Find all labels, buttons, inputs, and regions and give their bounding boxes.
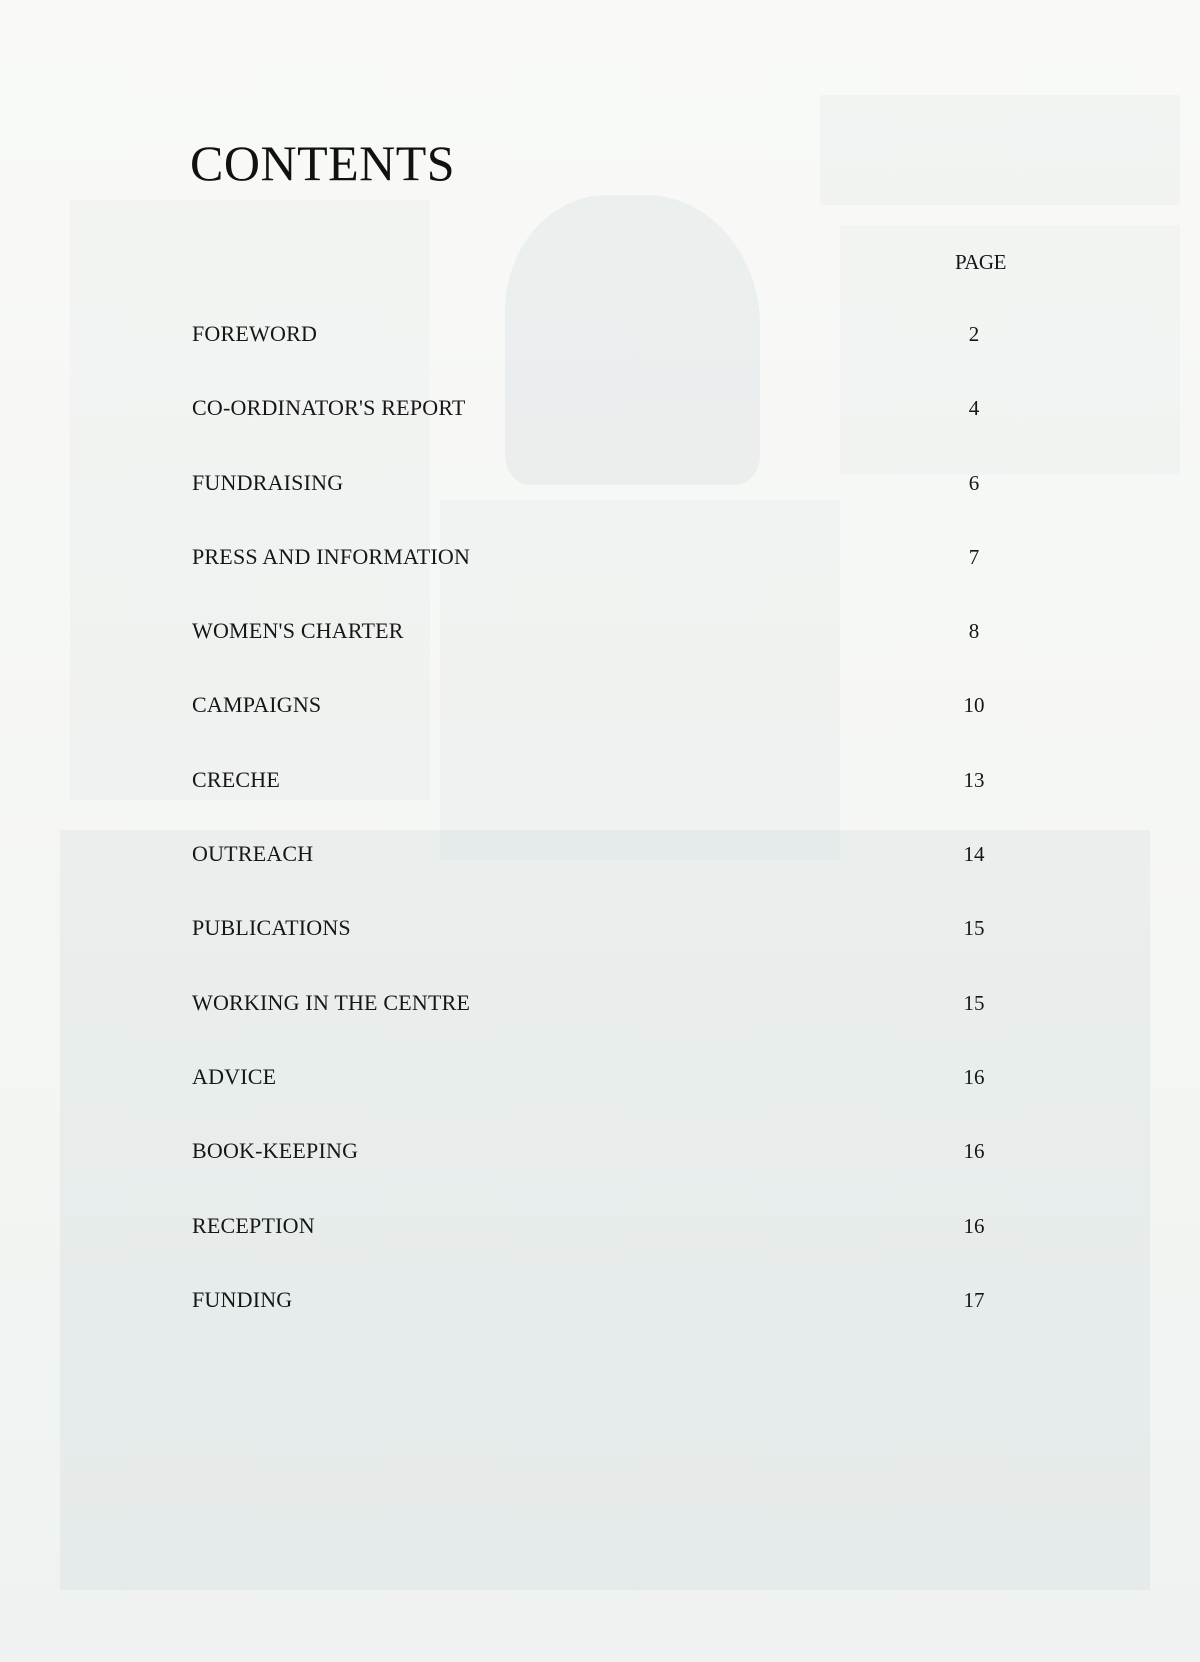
toc-entry-title: PUBLICATIONS — [192, 915, 351, 941]
toc-entry — [190, 543, 1010, 617]
toc-entry-title: WORKING IN THE CENTRE — [192, 989, 471, 1015]
toc-entry — [190, 840, 1010, 914]
toc-entry-page-number: 10 — [963, 693, 985, 718]
toc-entry — [190, 1063, 1010, 1137]
toc-entry — [190, 766, 1010, 840]
toc-entry-title: FUNDRAISING — [192, 469, 344, 495]
toc-entry-title: CAMPAIGNS — [192, 692, 322, 718]
toc-entry-page-number: 2 — [968, 322, 980, 346]
page-title: CONTENTS — [190, 135, 456, 191]
toc-entry-page-number: 4 — [968, 396, 980, 421]
toc-entry-page-number: 15 — [963, 916, 985, 941]
toc-entry — [190, 320, 1010, 394]
toc-entry — [190, 1137, 1010, 1211]
toc-entry-title: BOOK-KEEPING — [192, 1138, 359, 1164]
toc-entry-page-number: 7 — [968, 544, 980, 569]
toc-entry — [190, 617, 1010, 691]
toc-entry-title: CRECHE — [192, 766, 280, 792]
toc-entry-page-number: 17 — [963, 1287, 985, 1312]
toc-entry-title: FOREWORD — [192, 321, 318, 346]
toc-entry-page-number: 16 — [963, 1064, 985, 1089]
toc-entry-page-number: 8 — [968, 619, 980, 644]
toc-entry — [190, 394, 1010, 468]
toc-entry-title: ADVICE — [192, 1063, 277, 1089]
toc-entry-page-number: 14 — [963, 842, 985, 867]
table-of-contents — [190, 320, 1010, 1360]
toc-entry-page-number: 15 — [963, 990, 985, 1015]
toc-entry-title: WOMEN'S CHARTER — [192, 618, 404, 644]
toc-entry — [190, 469, 1010, 543]
toc-entry — [190, 989, 1010, 1063]
toc-entry-title: OUTREACH — [192, 841, 314, 867]
toc-entry — [190, 691, 1010, 765]
toc-entry-title: RECEPTION — [192, 1212, 315, 1238]
toc-entry-title: FUNDING — [192, 1286, 293, 1312]
toc-entry — [190, 914, 1010, 988]
toc-entry — [190, 1212, 1010, 1286]
toc-entry-title: CO-ORDINATOR'S REPORT — [192, 395, 466, 421]
toc-entry-page-number: 13 — [963, 767, 985, 792]
toc-entry — [190, 1286, 1010, 1360]
toc-entry-title: PRESS AND INFORMATION — [192, 543, 471, 569]
toc-entry-page-number: 16 — [963, 1213, 985, 1238]
toc-entry-page-number: 16 — [963, 1139, 985, 1164]
toc-entry-page-number: 6 — [968, 470, 980, 495]
show-through-text-block — [820, 95, 1180, 205]
page-column-header: PAGE — [955, 250, 1006, 274]
